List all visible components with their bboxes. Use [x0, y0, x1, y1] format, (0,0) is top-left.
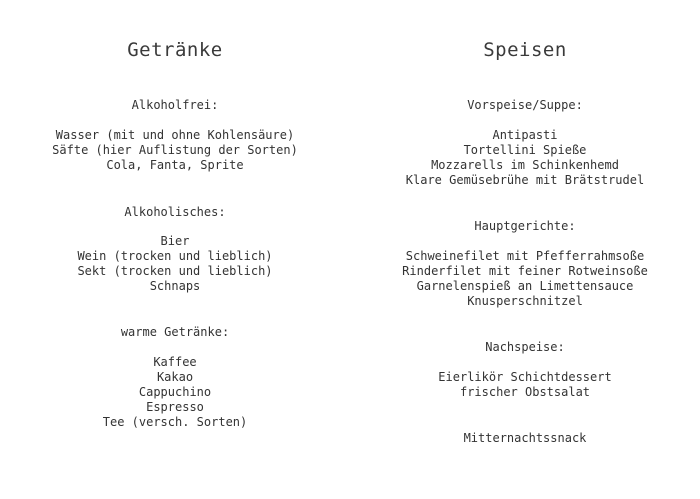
section-heading-alkoholisches: Alkoholisches: [124, 205, 226, 219]
menu-item: Espresso [146, 400, 204, 414]
menu-item: Wein (trocken und lieblich) [77, 249, 273, 263]
menu-item: Klare Gemüsebrühe mit Brätstrudel [405, 173, 645, 187]
menu-item: Wasser (mit und ohne Kohlensäure) [55, 128, 295, 142]
menu-item: Säfte (hier Auflistung der Sorten) [52, 143, 298, 157]
menu-item: Cappuchino [138, 385, 212, 399]
menu-item: Rinderfilet mit feiner Rotweinsoße [402, 264, 648, 278]
section-heading-warme-getraenke: warme Getränke: [120, 325, 230, 339]
menu-item: Cola, Fanta, Sprite [106, 158, 244, 172]
menu-item: Knusperschnitzel [467, 294, 583, 308]
menu-item: Kaffee [153, 355, 197, 369]
menu-item: Bier [160, 234, 190, 248]
menu-item: Garnelenspieß an Limettensauce [416, 279, 634, 293]
menu-item: frischer Obstsalat [459, 385, 591, 399]
menu-item: Schweinefilet mit Pfefferrahmsoße [405, 249, 645, 263]
section-heading-nachspeise: Nachspeise: [485, 340, 565, 354]
section-heading-mitternachtssnack: Mitternachtssnack [463, 431, 587, 445]
menu-item: Eierlikör Schichtdessert [438, 370, 612, 384]
drinks-title: Getränke [127, 39, 223, 61]
section-heading-hauptgerichte: Hauptgerichte: [474, 219, 576, 233]
menu-item: Kakao [156, 370, 194, 384]
menu-item: Schnaps [149, 279, 201, 293]
section-heading-vorspeise: Vorspeise/Suppe: [467, 98, 583, 112]
menu-item: Mozzarells im Schinkenhemd [431, 158, 619, 172]
section-heading-alkoholfrei: Alkoholfrei: [131, 98, 219, 112]
food-title: Speisen [483, 39, 567, 61]
menu-item: Antipasti [492, 128, 558, 142]
menu-item: Sekt (trocken und lieblich) [77, 264, 273, 278]
menu-item: Tee (versch. Sorten) [102, 415, 248, 429]
menu-item: Tortellini Spieße [463, 143, 587, 157]
